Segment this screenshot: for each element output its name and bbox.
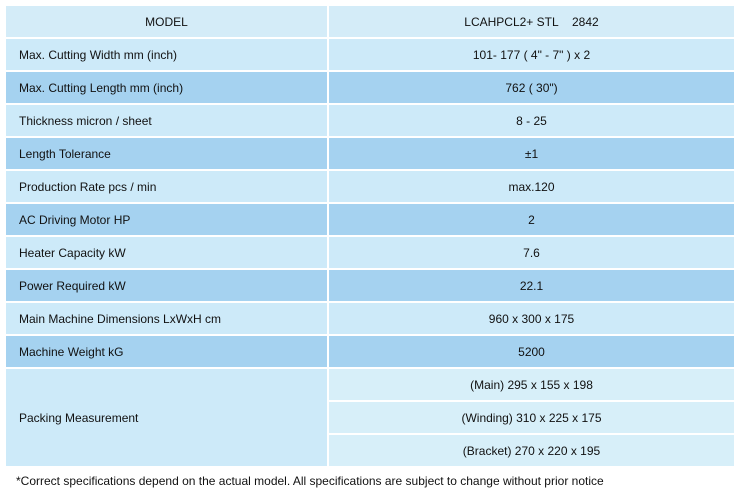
- spec-label: Power Required kW: [6, 270, 327, 301]
- packing-row: [6, 369, 734, 400]
- table-row: [6, 204, 734, 235]
- spec-label: Max. Cutting Length mm (inch): [6, 72, 327, 103]
- model-header: MODEL: [6, 6, 327, 37]
- packing-value-winding: (Winding) 310 x 225 x 175: [329, 402, 734, 433]
- table-row: [6, 39, 734, 70]
- spec-value: 22.1: [329, 270, 734, 301]
- table-row: [6, 105, 734, 136]
- spec-value: max.120: [329, 171, 734, 202]
- spec-label: Machine Weight kG: [6, 336, 327, 367]
- packing-value-main: (Main) 295 x 155 x 198: [329, 369, 734, 400]
- spec-value: 960 x 300 x 175: [329, 303, 734, 334]
- table-row: [6, 72, 734, 103]
- spec-label: Production Rate pcs / min: [6, 171, 327, 202]
- spec-label: Max. Cutting Width mm (inch): [6, 39, 327, 70]
- spec-value: ±1: [329, 138, 734, 169]
- spec-label: Main Machine Dimensions LxWxH cm: [6, 303, 327, 334]
- spec-value: 762 ( 30"): [329, 72, 734, 103]
- spec-label: Length Tolerance: [6, 138, 327, 169]
- packing-value-bracket: (Bracket) 270 x 220 x 195: [329, 435, 734, 466]
- table-row: [6, 336, 734, 367]
- spec-value: 8 - 25: [329, 105, 734, 136]
- spec-value: 101- 177 ( 4" - 7" ) x 2: [329, 39, 734, 70]
- footnote: *Correct specifications depend on the actual model. All specifications are subject to change without prior notice: [16, 474, 604, 488]
- table-row: [6, 303, 734, 334]
- header-row: [6, 6, 734, 37]
- spec-label: Heater Capacity kW: [6, 237, 327, 268]
- spec-label: AC Driving Motor HP: [6, 204, 327, 235]
- model-value: LCAHPCL2+ STL 2842: [329, 6, 734, 37]
- packing-label: Packing Measurement: [6, 369, 327, 466]
- table-row: [6, 138, 734, 169]
- spec-table: [4, 4, 736, 468]
- table-row: [6, 237, 734, 268]
- spec-value: 2: [329, 204, 734, 235]
- spec-value: 5200: [329, 336, 734, 367]
- spec-value: 7.6: [329, 237, 734, 268]
- spec-label: Thickness micron / sheet: [6, 105, 327, 136]
- table-row: [6, 171, 734, 202]
- table-row: [6, 270, 734, 301]
